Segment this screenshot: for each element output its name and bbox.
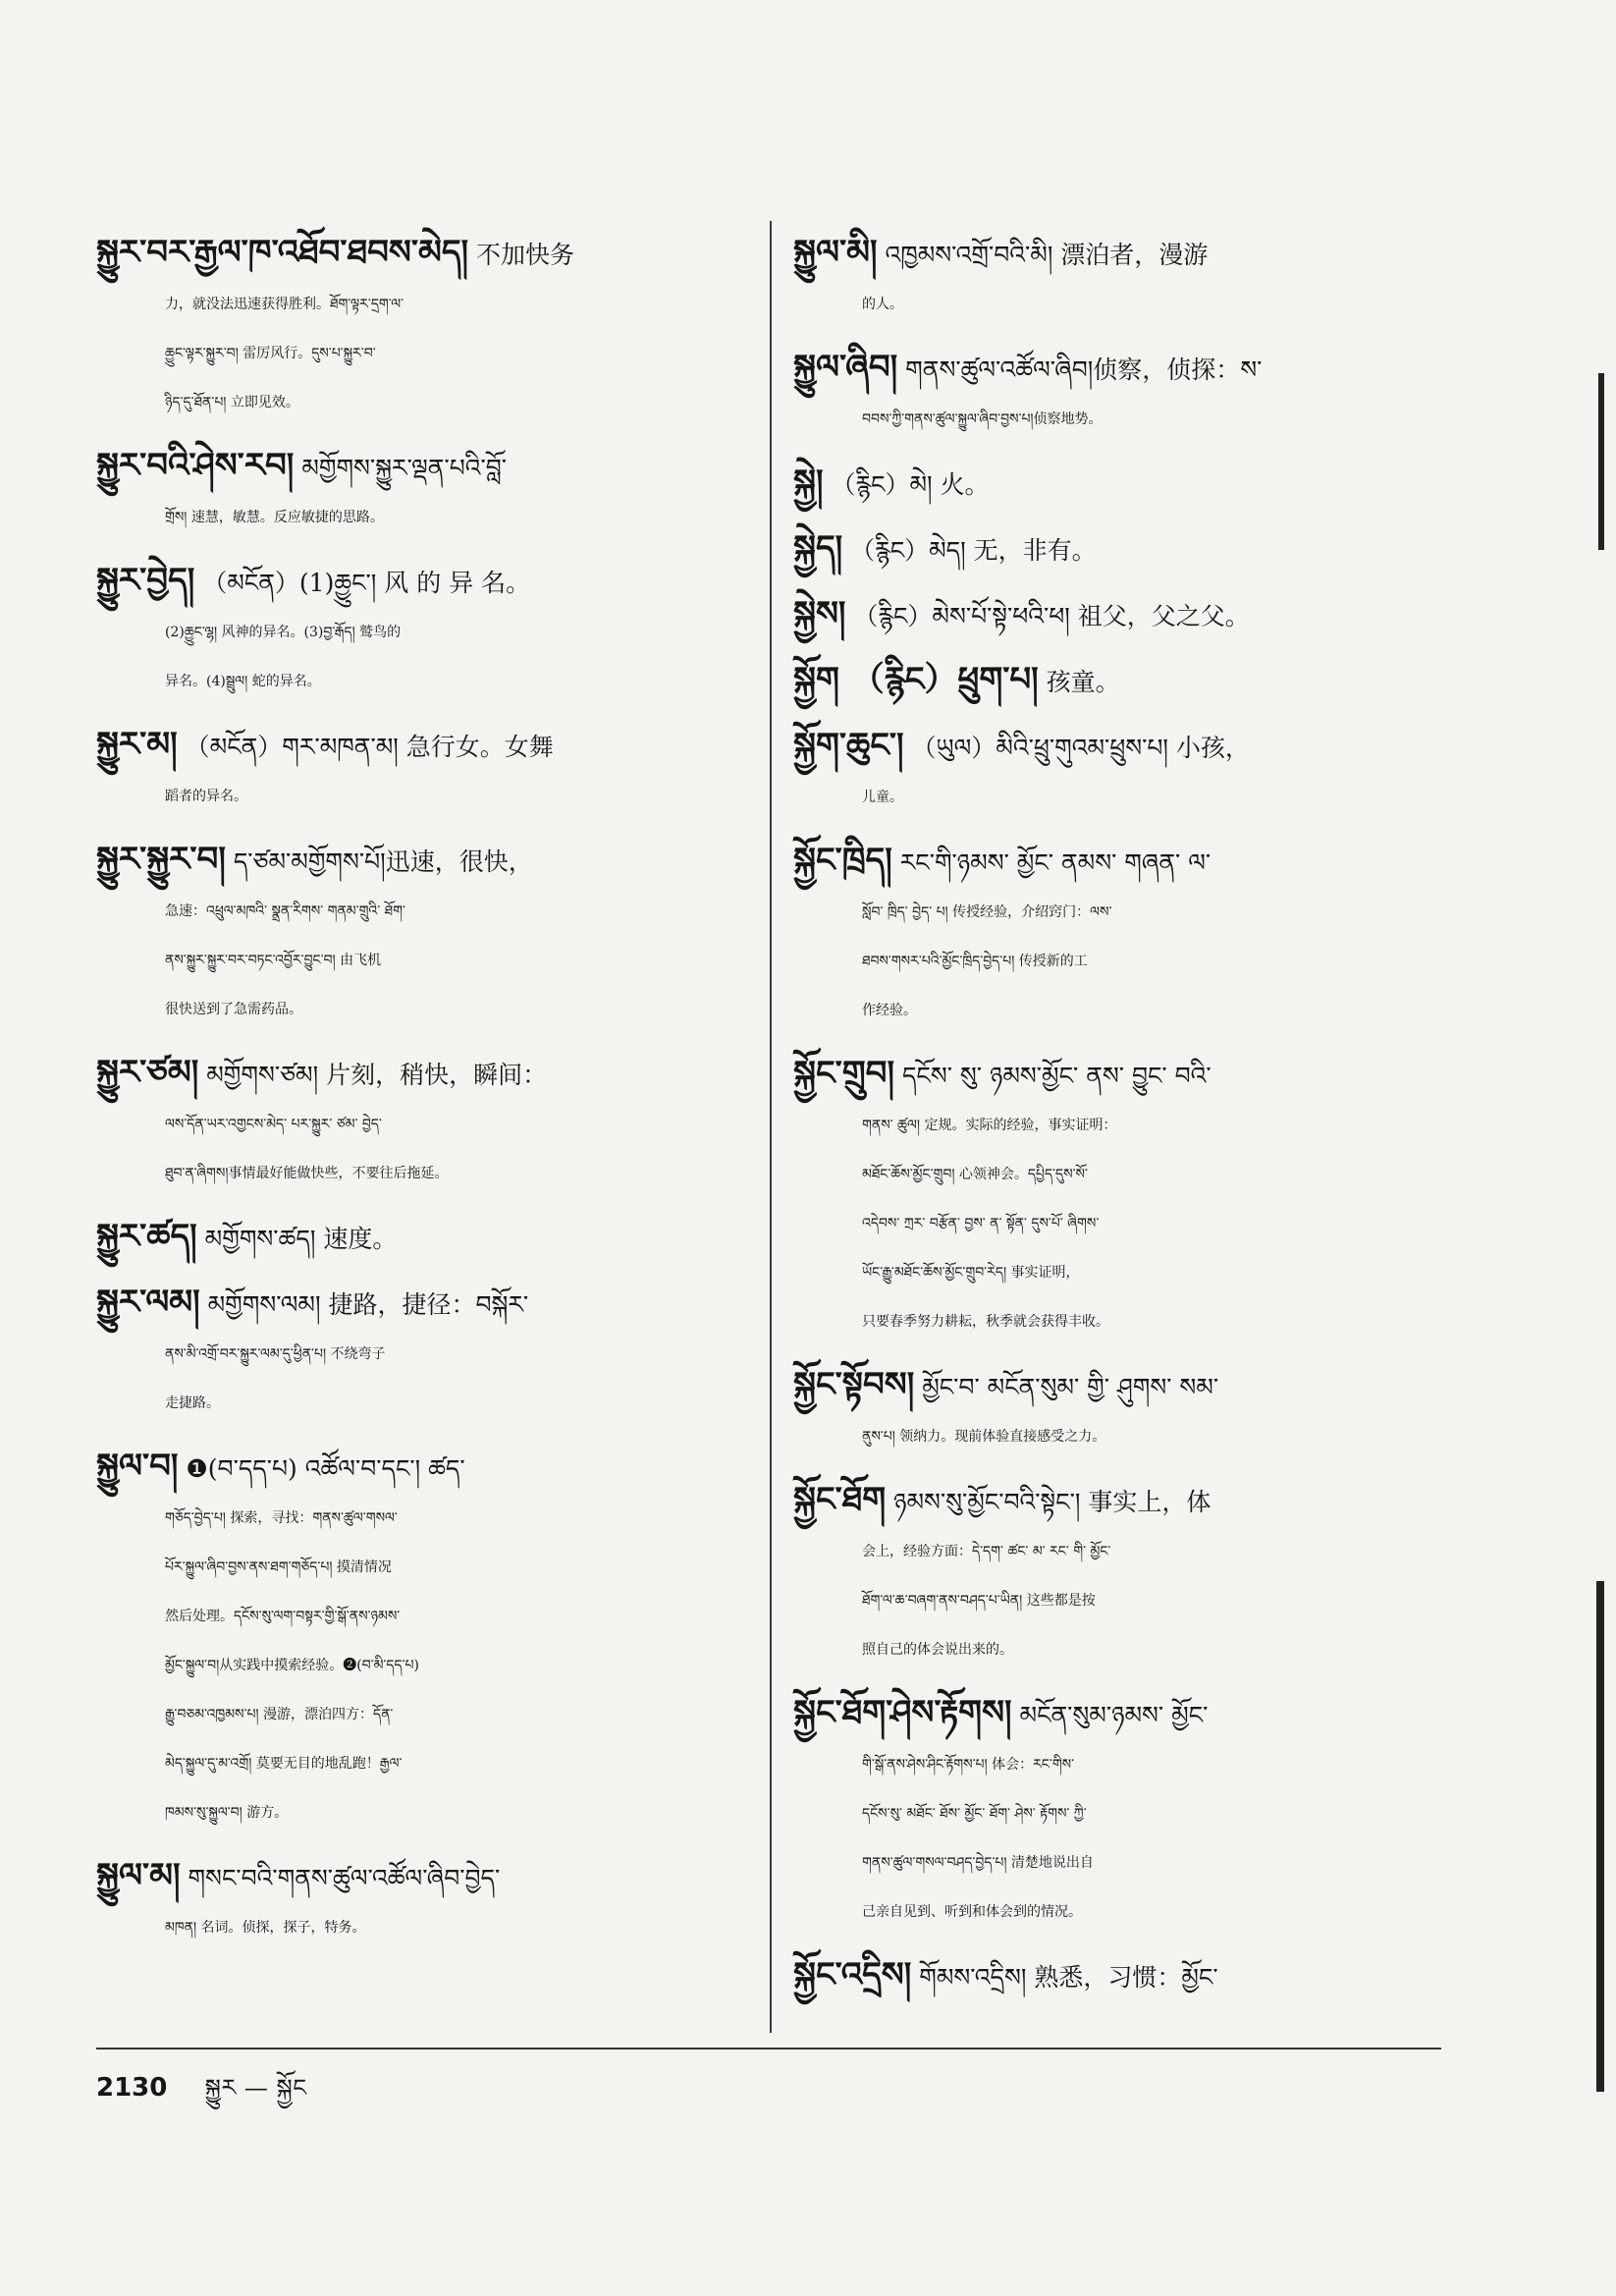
definition-text: 不加快务 [468,241,575,269]
dictionary-entry [793,1049,1441,1346]
entry-continuation-line: གྲོས། 速慧，敏慧。反应敏捷的思路。 [165,510,384,525]
entry-first-line [793,458,1441,510]
entry-first-line [96,556,744,608]
entry-first-line [793,1475,1441,1527]
headword: སྐྱུལ་བ། [96,1447,179,1486]
dictionary-entry [96,556,744,706]
headword: སྐྱུར་བའི་ཤེས་རབ། [96,446,295,485]
dictionary-entry [793,228,1441,329]
entry-continuation-line: (2)ཆྱུང་ལྷ། 风神的异名。(3)བྱ་རྒོད། 鹫鸟的 [165,625,402,640]
entry-continuation-line: 然后处理。དངོས་སུ་ལག་བསྟར་གྱི་སྒོ་ནས་ཉམས་ [165,1609,401,1624]
definition-text: ད་ཙམ་མགྱོགས་པོ།迅速，很快， [225,847,533,876]
entry-first-line [793,343,1441,395]
edge-mark [1596,1581,1604,2092]
entry-continuation-line: གི་སྒོ་ནས་ཤེས་ཤིང་རྟོགས་པ། 体会：རང་གིས་ [862,1757,1075,1773]
entry-continuation-line: སློབ་ ཁྲིད་ བྱེད་ པ། 传授经验，介绍窍门：ལས་ [862,904,1112,920]
headword: སྐྱོང་འདྲིས། [793,1955,912,1995]
entry-continuation-line: ལས་དོན་ཡར་འགྱངས་མེད་ པར་སྐྱུར་ ཙམ་ བྱེད་ [165,1117,382,1132]
entry-continuation-line: ཐུབ་ན་ཞིགས།事情最好能做快些，不要往后拖延。 [165,1166,449,1181]
dictionary-entry [96,720,744,821]
entry-first-line [96,1278,744,1330]
definition-text: མགྱོགས་ཚད། 速度。 [196,1225,398,1253]
entry-first-line [96,441,744,493]
entry-continuation-line: ཡོང་རྒྱུ་མཐོང་ཆོས་མྱོང་གྲུབ་རེད། 事实证明， [862,1265,1080,1281]
definition-text: མགྱོགས་ཙམ། 片刻，稍快，瞬间： [198,1061,548,1089]
dictionary-entry [793,458,1441,510]
entry-continuation-line: 儿童。 [862,790,903,805]
entry-continuation-line: ཐོག་ལ་ཆ་བཞག་ནས་བཤད་པ་ཡིན། 这些都是按 [862,1593,1096,1609]
definition-text: མངོན་སུམ་ཉམས་ མྱོང་ [1011,1701,1209,1729]
dictionary-entry [793,1360,1441,1461]
entry-continuation-line: 异名。(4)སྦྲུལ། 蛇的异名。 [165,674,321,689]
definition-text: （རྙིང）མེ། 火。 [823,470,990,499]
definition-text: （མངོན）གར་མཁན་མ། 急行女。女舞 [177,733,554,761]
definition-text: རང་གི་ཉམས་ མྱོང་ ནམས་ གཞན་ ལ་ [891,848,1212,877]
headword: སྐྱོང་སྟོབས། [793,1365,915,1404]
entry-continuation-line: པོར་སྐྱུལ་ཞིབ་བྱས་ནས་ཐག་གཅོད་པ། 摸清情况 [165,1559,392,1575]
entry-continuation-line: 走捷路。 [165,1395,220,1411]
headword: སྐྱུལ་མ། [96,1856,181,1895]
entry-continuation-line: 急速：འཕྲུལ་མཁའི་ སྣྲན་རིགས་ གནམ་གྲུའི་ ཐོག་ [165,903,405,919]
entry-continuation-line: མྱོང་སྐྱུལ་བ།从实践中摸索经验。❷(བ་མི་དད་པ) [165,1658,419,1673]
headword: སྐྱོག་ཆུང་། [793,726,904,765]
definition-text: （ཡུལ）མིའི་ཕྲུ་གུའམ་ཕྲུས་པ། 小孩， [903,734,1250,762]
dictionary-entry [96,1212,744,1264]
footer-rule [96,2048,1441,2050]
entry-first-line [793,1360,1441,1412]
entry-continuation-line: 会上，经验方面：དེ་དག་ ཚང་ མ་ རང་ གི་ མྱོང་ [862,1544,1111,1559]
headword: སྐྱུར་སྐྱུར་བ། [96,840,226,879]
edge-mark [1598,373,1604,550]
entry-first-line [96,1442,744,1494]
right-column [793,228,1441,2016]
definition-text: （རྙིང）མེས་པོ་སྟེ་ཕའི་ཕ། 祖父，父之父。 [845,602,1250,630]
entry-continuation-line: 的人。 [862,297,903,312]
column-divider [770,221,772,2033]
definition-text: （རྙིང）མེད། 无，非有。 [842,536,1097,565]
dictionary-entry [793,343,1441,444]
headword: སྐྱུར་བར་རྒྱལ་ཁ་འཐོབ་ཐབས་མེད། [96,233,469,272]
entry-first-line [793,589,1441,641]
dictionary-entry [793,1688,1441,1937]
entry-continuation-line: བབས་ཀྱི་གནས་ཚུལ་སྐྱུལ་ཞིབ་བྱས་པ།侦察地势。 [862,411,1103,427]
entry-continuation-line: 己亲自见到、听到和体会到的情况。 [862,1904,1082,1920]
entry-continuation-line: གནས་ ཚུལ། 定规。实际的经验，事实证明： [862,1118,1117,1133]
entry-continuation-line: མཁན། 名词。侦探，探子，特务。 [165,1920,366,1936]
entry-first-line [793,721,1441,773]
entry-continuation-line: ཉིད་དུ་ཐོན་པ། 立即见效。 [165,395,299,410]
headword: སྐྱུར་ཙམ། [96,1053,199,1092]
entry-continuation-line: 力，就没法迅速获得胜利。ཐོག་ལྟར་དྲག་ལ་ [165,297,404,312]
dictionary-entry [96,835,744,1034]
page-range: སྐྱུར — སྐྱོང [204,2074,307,2102]
entry-continuation-line: ནས་སྐྱུར་སྐྱུར་བར་བཏང་འབྱོར་བྱུང་བ། 由飞机 [165,953,382,968]
dictionary-entry [793,836,1441,1035]
entry-continuation-line: མཐོང་ཆོས་མྱོང་གྲུབ། 心领神会。དཔྱིད་དུས་སོ་ [862,1167,1088,1182]
entry-first-line [793,655,1441,707]
dictionary-entry [96,1442,744,1837]
headword: སྐྱུལ་ཞིབ། [793,348,898,387]
dictionary-entry [793,589,1441,641]
dictionary-entry [96,1851,744,1952]
entry-first-line [96,1851,744,1903]
entry-continuation-line: རྒྱུ་བཅམ་འཁྱམས་པ། 漫游，漂泊四方：དོན་ [165,1707,394,1722]
entry-continuation-line: དངོས་སུ་ མཐོང་ ཐོས་ མྱོང་ ཐོག་ ཤེས་ རྟོགས་ ཀྱི་ [862,1806,1087,1822]
page-footer [96,2062,307,2128]
definition-text: དངོས་ སུ་ ཉམས་མྱོང་ ནས་ བྱུང་ བའི་ [894,1062,1212,1090]
dictionary-entry [96,228,744,427]
definition-text: མགྱོགས་སྐྱུར་ལྡན་པའི་བློ་ [294,454,508,482]
definition-text: 孩童。 [1038,668,1120,696]
entry-continuation-line: ཐབས་གསར་པའི་མྱོང་ཁྲིད་བྱེད་པ། 传授新的工 [862,954,1088,969]
headword: སྐྱོང་གྲུབ། [793,1054,894,1093]
definition-text: མྱོང་བ་ མངོན་སུམ་ གྱི་ ཤུགས་ སམ་ [914,1373,1219,1401]
dictionary-entry [793,1475,1441,1674]
headword: སྐྱེད། [793,528,843,568]
left-column [96,228,744,1966]
entry-continuation-line: 只要春季努力耕耘，秋季就会获得丰收。 [862,1314,1109,1330]
definition-text: ཉམས་སུ་མྱོང་བའི་སྟེང་། 事实上，体 [886,1488,1212,1516]
entry-first-line [96,1048,744,1100]
headword: སྐྱུར་བྱེད། [96,561,195,600]
headword: སྐྱོང་ཐོག་ཤེས་རྟོགས། [793,1693,1012,1732]
dictionary-entry [96,1048,744,1198]
headword: སྐྱེ། [793,463,824,502]
definition-text: （མངོན）(1)ཆྱུང་། 风 的 异 名。 [194,569,531,597]
entry-continuation-line: ཁམས་སུ་སྐྱུལ་བ། 游方。 [165,1805,289,1821]
entry-first-line [96,1212,744,1264]
entry-continuation-line: 作经验。 [862,1003,917,1018]
entry-continuation-line: ནས་མི་འགྲོ་བར་སྐྱུར་ལམ་དུ་ཕྱིན་པ། 不绕弯子 [165,1346,386,1362]
headword: སྐྱེས། [793,594,846,633]
entry-first-line [96,720,744,772]
entry-first-line [793,1950,1441,2002]
definition-text: མགྱོགས་ལམ། 捷路，捷径：བསྐོར་ [199,1290,529,1319]
entry-continuation-line: མེད་སྐྱུལ་དུ་མ་འགྲོ། 莫要无目的地乱跑！རྒྱལ་ [165,1756,403,1772]
entry-continuation-line: 很快送到了急需药品。 [165,1002,302,1017]
headword: སྐྱུར་ལམ། [96,1283,200,1322]
definition-text: གནས་ཚུལ་འཚོལ་ཞིབ།侦察，侦探：ས་ [897,355,1263,384]
dictionary-entry [793,1950,1441,2002]
entry-continuation-line: 蹈者的异名。 [165,789,247,804]
entry-first-line [96,835,744,887]
headword: སྐྱོང་ཁྲིད། [793,841,892,880]
headword: སྐྱོག （རྙིང）ཕྲུག་པ། [793,660,1039,699]
page-number: 2130 [96,2073,168,2103]
definition-text: ❶(བ་དད་པ) འཚོལ་བ་དང་། ཚད་ [178,1454,465,1483]
entry-continuation-line: འདེབས་ ཀྲར་ བརྩོན་ བྱས་ ན་ སྟོན་ དུས་པོ་ ཞིགས་ [862,1216,1100,1231]
entry-first-line [793,836,1441,888]
entry-continuation-line: 照自己的体会说出来的。 [862,1642,1013,1658]
entry-continuation-line: གཅོད་བྱེད་པ། 探索，寻找：གནས་ཚུལ་གསལ་ [165,1510,398,1526]
dictionary-entry [793,655,1441,707]
entry-continuation-line: ཆྱུང་ལྟར་སྐྱུར་བ། 雷厉风行。དུས་པ་སྐྱུར་བ་ [165,346,376,361]
dictionary-entry [96,441,744,542]
definition-text: འཁྱམས་འགྲོ་བའི་མི། 漂泊者，漫游 [877,241,1209,269]
headword: སྐྱོང་ཐོག [793,1480,887,1519]
entry-first-line [96,228,744,280]
dictionary-entry [793,721,1441,822]
definition-text: གོམས་འདྲིས། 熟悉，习惯：མྱོང་ [911,1963,1218,1992]
entry-first-line [793,228,1441,280]
entry-continuation-line: གནས་ཚུལ་གསལ་བཤད་བྱེད་པ། 清楚地说出自 [862,1855,1094,1871]
entry-continuation-line: ནུས་པ། 领纳力。现前体验直接感受之力。 [862,1429,1106,1445]
entry-first-line [793,1049,1441,1101]
entry-first-line [793,523,1441,575]
dictionary-entry [96,1278,744,1428]
headword: སྐྱུར་མ། [96,725,178,764]
headword: སྐྱུལ་མི། [793,233,878,272]
entry-first-line [793,1688,1441,1740]
dictionary-entry [793,523,1441,575]
definition-text: གསང་བའི་གནས་ཚུལ་འཚོལ་ཞིབ་བྱེད་ [180,1864,501,1892]
headword: སྐྱུར་ཚད། [96,1217,197,1256]
